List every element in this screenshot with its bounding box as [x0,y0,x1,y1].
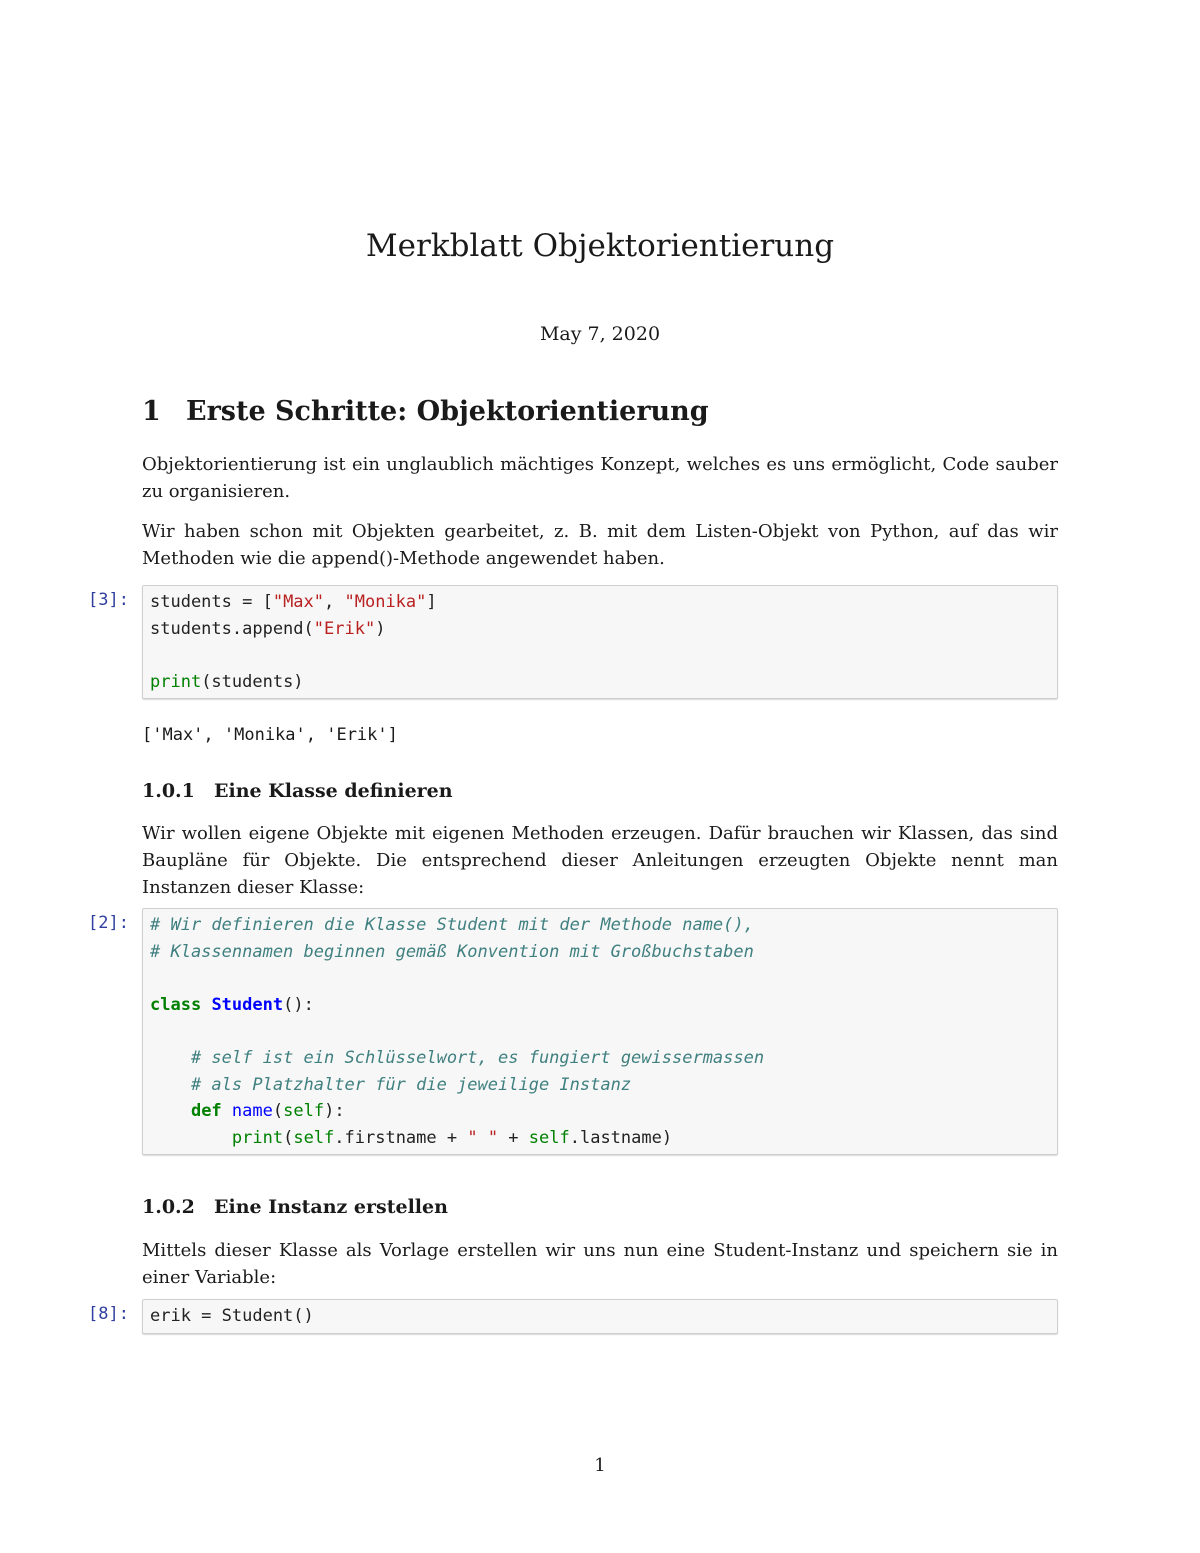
code-line [150,1098,1050,1125]
code-token [150,1048,191,1068]
code-token: self [528,1127,570,1148]
cell-prompt: [8]: [88,1304,129,1324]
code-token: .lastname) [569,1127,673,1148]
code-token [150,1101,191,1121]
paragraph-classes: Wir wollen eigene Objekte mit eigenen Methoden erzeugen. Dafür brauchen wir Klassen, das sind Baupläne für Objekte. Die entsprechend dieser Anleitungen erzeugten Objekte nennt man Instanzen dieser Klasse: [142,823,1058,898]
code-token: erik = Student() [150,1306,314,1326]
paragraph-instance: Mittels dieser Klasse als Vorlage erstellen wir uns nun eine Student-Instanz und speichern sie in einer Variable: [142,1240,1058,1288]
cell-prompt: [3]: [88,590,129,610]
code-cell[interactable] [142,585,1058,699]
code-token: class [150,994,202,1015]
code-line [150,939,1050,966]
code-token: "Max" [272,592,325,612]
code-line [150,1303,1050,1330]
code-line [150,616,1050,643]
code-token: (students) [201,671,304,692]
section-heading [142,396,709,427]
code-token [222,1101,232,1121]
code-token [150,1128,232,1148]
code-token: "Erik" [313,618,376,639]
code-token: print [150,671,202,692]
code-token: # als Platzhalter für die jeweilige Instanz [190,1074,632,1095]
code-cell[interactable] [142,1299,1058,1334]
paragraph-objects: Wir haben schon mit Objekten gearbeitet, z. B. mit dem Listen-Objekt von Python, auf das wir Methoden wie die append()-Methode angewendet haben. [142,521,1058,569]
code-line [150,589,1050,616]
code-token: students = [ [150,592,273,612]
paragraph-intro: Objektorientierung ist ein unglaublich mächtiges Konzept, welches es uns ermöglicht, Code sauber zu organisieren. [142,454,1058,502]
code-token [201,995,211,1015]
page-number: 1 [594,1455,606,1476]
code-token: print [231,1127,284,1148]
subsection-title: Eine Instanz erstellen [214,1196,448,1218]
code-line [150,642,1050,669]
code-line [150,669,1050,696]
code-token: , [324,592,345,612]
cell-prompt: [2]: [88,913,129,933]
subsection-number: 1.0.2 [142,1196,195,1218]
code-line [150,965,1050,992]
code-token: students.append( [150,618,314,639]
code-token: ( [283,1127,294,1148]
code-line [150,1072,1050,1099]
code-line [150,912,1050,939]
subsection-heading [142,1196,448,1218]
code-token: " " [467,1127,499,1148]
code-token: (): [283,994,314,1015]
code-token: # self ist ein Schlüsselwort, es fungiert gewissermassen [190,1047,765,1068]
code-line [150,1018,1050,1045]
subsection-number: 1.0.1 [142,780,195,802]
section-title: Erste Schritte: Objektorientierung [186,396,709,427]
document-title: Merkblatt Objektorientierung [365,228,835,264]
subsection-title: Eine Klasse definieren [214,780,453,802]
code-token: ): [324,1101,345,1122]
code-token: + [498,1127,529,1148]
code-line [150,992,1050,1019]
code-line [150,1045,1050,1072]
code-token: # Wir definieren die Klasse Student mit der Methode name(), [150,915,754,935]
code-token: self [283,1101,325,1122]
code-token: Student [211,994,284,1015]
code-token [150,1075,191,1095]
code-token: .firstname + [334,1127,468,1148]
code-token: self [293,1127,335,1148]
section-number: 1 [142,396,161,427]
cell-output: ['Max', 'Monika', 'Erik'] [142,725,398,745]
subsection-heading [142,780,453,802]
code-token: ( [272,1101,284,1122]
code-token: ) [375,618,386,639]
code-token: def [190,1101,222,1122]
code-cell[interactable] [142,908,1058,1155]
code-line [150,1125,1050,1152]
document-date: May 7, 2020 [539,323,661,345]
code-token: # Klassennamen beginnen gemäß Konvention mit Großbuchstaben [150,941,754,962]
code-token: "Monika" [344,592,427,612]
code-token: name [231,1101,273,1122]
code-token: ] [426,592,437,612]
